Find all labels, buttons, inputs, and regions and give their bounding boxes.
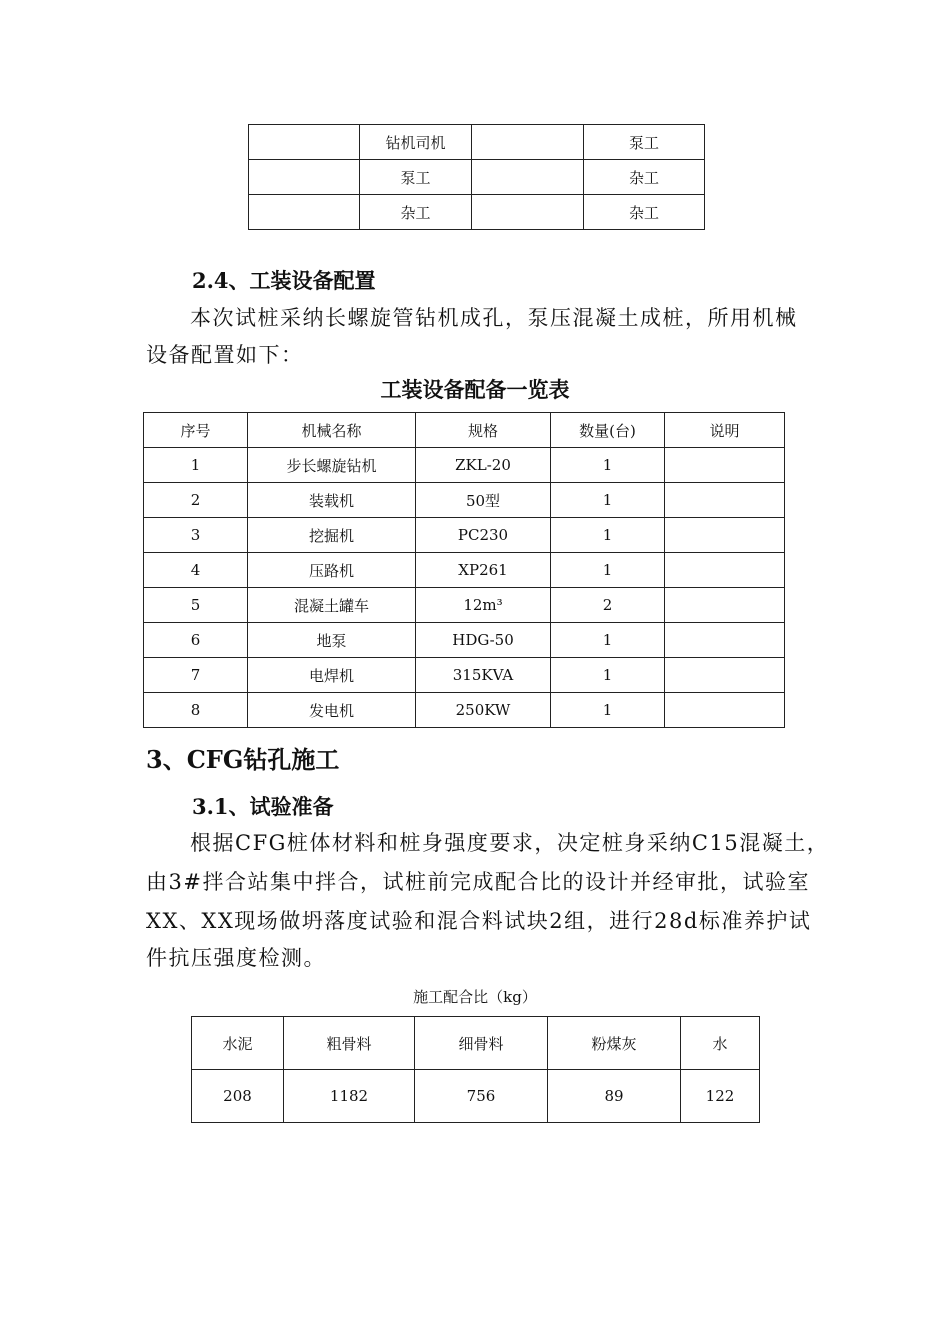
- table-cell: ZKL-20: [416, 448, 551, 483]
- section-3-heading: 3、CFG钻孔施工: [146, 745, 340, 774]
- table-cell: 泵工: [584, 125, 705, 160]
- table-cell: [472, 125, 584, 160]
- table-cell: 756: [415, 1070, 548, 1123]
- table-row: [192, 1070, 760, 1123]
- table-cell: 地泵: [248, 623, 416, 658]
- table-cell: 89: [548, 1070, 681, 1123]
- table-cell: [665, 518, 785, 553]
- table-cell: 装载机: [248, 483, 416, 518]
- table-header-cell: 数量(台): [551, 413, 665, 448]
- table-cell: 1: [551, 658, 665, 693]
- section-3-1-paragraph-line-2: 由3#拌合站集中拌合，试桩前完成配合比的设计并经审批，试验室: [146, 870, 810, 894]
- table-header-cell: 说明: [665, 413, 785, 448]
- table-cell: 杂工: [584, 160, 705, 195]
- table-cell: 4: [144, 553, 248, 588]
- table-cell: [665, 693, 785, 728]
- table-header-cell: 规格: [416, 413, 551, 448]
- table-cell: 泵工: [360, 160, 472, 195]
- table-cell: [665, 588, 785, 623]
- table-cell: 步长螺旋钻机: [248, 448, 416, 483]
- table-row: [144, 623, 785, 658]
- table-cell: 12m³: [416, 588, 551, 623]
- table-cell: 1: [551, 518, 665, 553]
- table-cell: 7: [144, 658, 248, 693]
- table-cell: [665, 553, 785, 588]
- table-cell: [665, 448, 785, 483]
- section-3-1-paragraph-line-3: XX、XX现场做坍落度试验和混合料试块2组，进行28d标准养护试: [146, 909, 812, 933]
- table-cell: 315KVA: [416, 658, 551, 693]
- table-cell: 2: [144, 483, 248, 518]
- table-cell: [249, 160, 360, 195]
- table-cell: HDG-50: [416, 623, 551, 658]
- table-cell: 1: [551, 448, 665, 483]
- table-cell: 1182: [284, 1070, 415, 1123]
- table-cell: 杂工: [584, 195, 705, 230]
- table-row: [144, 658, 785, 693]
- section-2-4-paragraph-line-2: 设备配置如下：: [146, 343, 304, 367]
- table-cell: [472, 160, 584, 195]
- table-row: [144, 693, 785, 728]
- table-cell: 8: [144, 693, 248, 728]
- section-3-1-paragraph-line-4: 件抗压强度检测。: [146, 946, 326, 970]
- table-cell: 1: [551, 553, 665, 588]
- table-cell: 1: [144, 448, 248, 483]
- table-cell: [665, 658, 785, 693]
- table-cell: PC230: [416, 518, 551, 553]
- table-row: [144, 448, 785, 483]
- table-cell: XP261: [416, 553, 551, 588]
- table-cell: 挖掘机: [248, 518, 416, 553]
- table-row: [249, 160, 705, 195]
- table-cell: 3: [144, 518, 248, 553]
- table-row: [144, 553, 785, 588]
- section-3-1-heading: 3.1、试验准备: [192, 794, 334, 819]
- table-cell: 电焊机: [248, 658, 416, 693]
- table-header-cell: 机械名称: [248, 413, 416, 448]
- table-cell: 发电机: [248, 693, 416, 728]
- table-cell: [249, 125, 360, 160]
- table-header-cell: 粗骨料: [284, 1017, 415, 1070]
- table-header-cell: 水: [681, 1017, 760, 1070]
- table-header-cell: 细骨料: [415, 1017, 548, 1070]
- table-cell: 50型: [416, 483, 551, 518]
- table-cell: 钻机司机: [360, 125, 472, 160]
- table-cell: [472, 195, 584, 230]
- table-header-cell: 序号: [144, 413, 248, 448]
- table-cell: 混凝土罐车: [248, 588, 416, 623]
- table-cell: 杂工: [360, 195, 472, 230]
- table-header-row: [192, 1017, 760, 1070]
- table-row: [249, 195, 705, 230]
- table-cell: [665, 623, 785, 658]
- table-header-row: [144, 413, 785, 448]
- equipment-table-caption: 工装设备配备一览表: [380, 377, 570, 402]
- table-row: [144, 588, 785, 623]
- table-cell: [249, 195, 360, 230]
- mix-table-caption: 施工配合比（kg）: [413, 988, 537, 1006]
- table-row: [144, 483, 785, 518]
- table-cell: 压路机: [248, 553, 416, 588]
- table-cell: 250KW: [416, 693, 551, 728]
- table-cell: 122: [681, 1070, 760, 1123]
- table-header-cell: 粉煤灰: [548, 1017, 681, 1070]
- section-2-4-paragraph-line-1: 本次试桩采纳长螺旋管钻机成孔，泵压混凝土成桩，所用机械: [190, 306, 798, 330]
- section-2-4-heading: 2.4、工装设备配置: [192, 268, 376, 293]
- table-header-cell: 水泥: [192, 1017, 284, 1070]
- table-cell: 5: [144, 588, 248, 623]
- equipment-table: [143, 412, 785, 728]
- table-cell: 2: [551, 588, 665, 623]
- table-cell: 1: [551, 623, 665, 658]
- section-3-1-paragraph-line-1: 根据CFG桩体材料和桩身强度要求，决定桩身采纳C15混凝土，: [190, 831, 830, 855]
- table-cell: [665, 483, 785, 518]
- staff-table: [248, 124, 705, 230]
- table-cell: 6: [144, 623, 248, 658]
- table-cell: 1: [551, 483, 665, 518]
- mix-ratio-table: [191, 1016, 760, 1123]
- table-row: [144, 518, 785, 553]
- table-cell: 208: [192, 1070, 284, 1123]
- table-row: [249, 125, 705, 160]
- table-cell: 1: [551, 693, 665, 728]
